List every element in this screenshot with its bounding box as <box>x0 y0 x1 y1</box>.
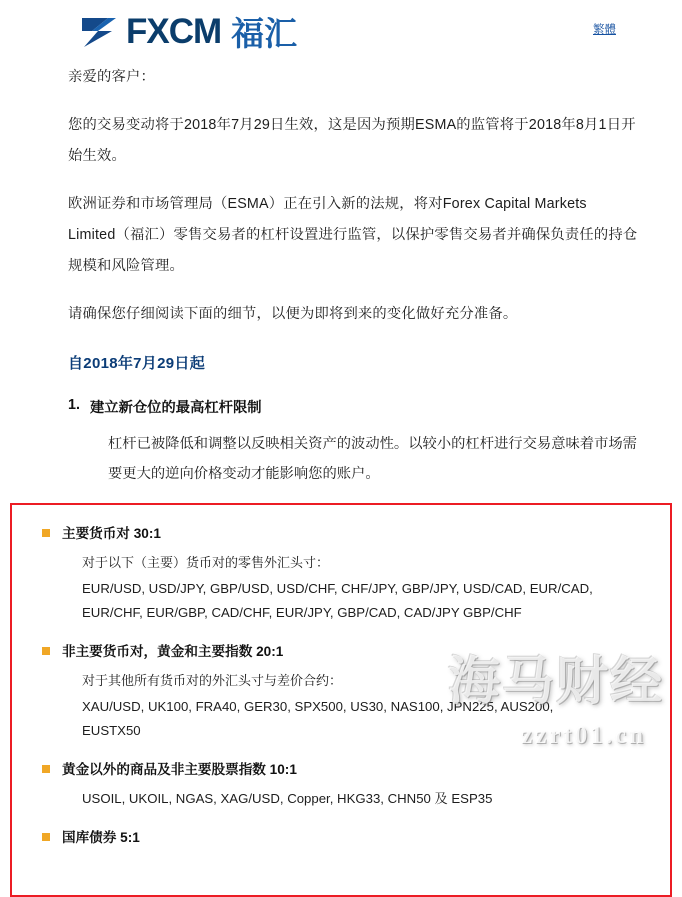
list-item <box>38 639 660 743</box>
intro-paragraph-1: 您的交易变动将于2018年7月29日生效，这是因为预期ESMA的监管将于2018年8月1日开始生效。 <box>68 117 636 164</box>
fxcm-logo[interactable] <box>78 8 297 55</box>
section-title <box>68 397 638 417</box>
instrument-line: XAU/USD, UK100, FRA40, GER30, SPX500, US30, NAS100, JPN225, AUS200, <box>82 699 554 714</box>
leverage-group-description: 对于其他所有货币对的外汇头寸与差价合约： <box>82 673 343 688</box>
intro-paragraph-2: 欧洲证券和市场管理局（ESMA）正在引入新的法规，将对Forex Capital Markets Limited（福汇）零售交易者的杠杆设置进行监管，以保护零售交易者并确保负责任的持仓规模和风险管理。 <box>68 196 638 274</box>
leverage-group-title <box>38 757 660 783</box>
leverage-group-instruments <box>38 695 660 743</box>
section-number: 1. <box>68 397 80 413</box>
list-item <box>38 825 660 851</box>
greeting-text: 亲爱的客户： <box>68 69 155 85</box>
instrument-line: EUR/CHF, EUR/GBP, CAD/CHF, EUR/JPY, GBP/CAD, CAD/JPY GBP/CHF <box>82 605 522 620</box>
page-header <box>0 0 682 62</box>
leverage-group-title-text: 非主要货币对，黄金和主要指数 20:1 <box>62 644 284 659</box>
leverage-group-title <box>38 639 660 665</box>
square-bullet-icon <box>42 529 50 537</box>
fxcm-arrow-logo-icon <box>78 12 120 52</box>
leverage-group-instruments <box>38 577 660 625</box>
intro-paragraph-3: 请确保您仔细阅读下面的细节，以便为即将到来的变化做好充分准备。 <box>68 306 518 322</box>
leverage-group-title <box>38 825 660 851</box>
square-bullet-icon <box>42 833 50 841</box>
language-switch-link[interactable]: 繁體 <box>593 24 616 36</box>
square-bullet-icon <box>42 765 50 773</box>
section-title-text: 建立新仓位的最高杠杆限制 <box>90 400 262 416</box>
leverage-group-title <box>38 521 660 547</box>
instrument-line: EUSTX50 <box>82 723 141 738</box>
instrument-line: EUR/USD, USD/JPY, GBP/USD, USD/CHF, CHF/JPY, GBP/JPY, USD/CAD, EUR/CAD, <box>82 581 593 596</box>
document-body <box>0 62 682 489</box>
logo-text: FXCM <box>126 11 222 51</box>
watermark-url: zzrt01.cn <box>521 722 646 749</box>
leverage-highlight-box <box>10 503 672 897</box>
list-item <box>38 521 660 625</box>
leverage-group-title-text: 国库债券 5:1 <box>62 830 140 845</box>
watermark-main: 海马财经 <box>447 654 664 711</box>
square-bullet-icon <box>42 647 50 655</box>
list-item <box>38 757 660 811</box>
leverage-group-title-text: 主要货币对 30:1 <box>62 526 161 541</box>
logo-chinese-text: 福汇 <box>231 15 298 52</box>
instrument-line: USOIL, UKOIL, NGAS, XAG/USD, Copper, HKG33, CHN50 及 ESP35 <box>82 791 493 806</box>
leverage-group-instruments <box>38 787 660 811</box>
leverage-group-title-text: 黄金以外的商品及非主要股票指数 10:1 <box>62 762 297 777</box>
leverage-group-description: 对于以下（主要）货币对的零售外汇头寸： <box>82 555 330 570</box>
section-body-text: 杠杆已被降低和调整以反映相关资产的波动性。以较小的杠杆进行交易意味着市场需要更大的逆向价格变动才能影响您的账户。 <box>108 436 637 482</box>
effective-date-heading: 自2018年7月29日起 <box>68 355 205 372</box>
